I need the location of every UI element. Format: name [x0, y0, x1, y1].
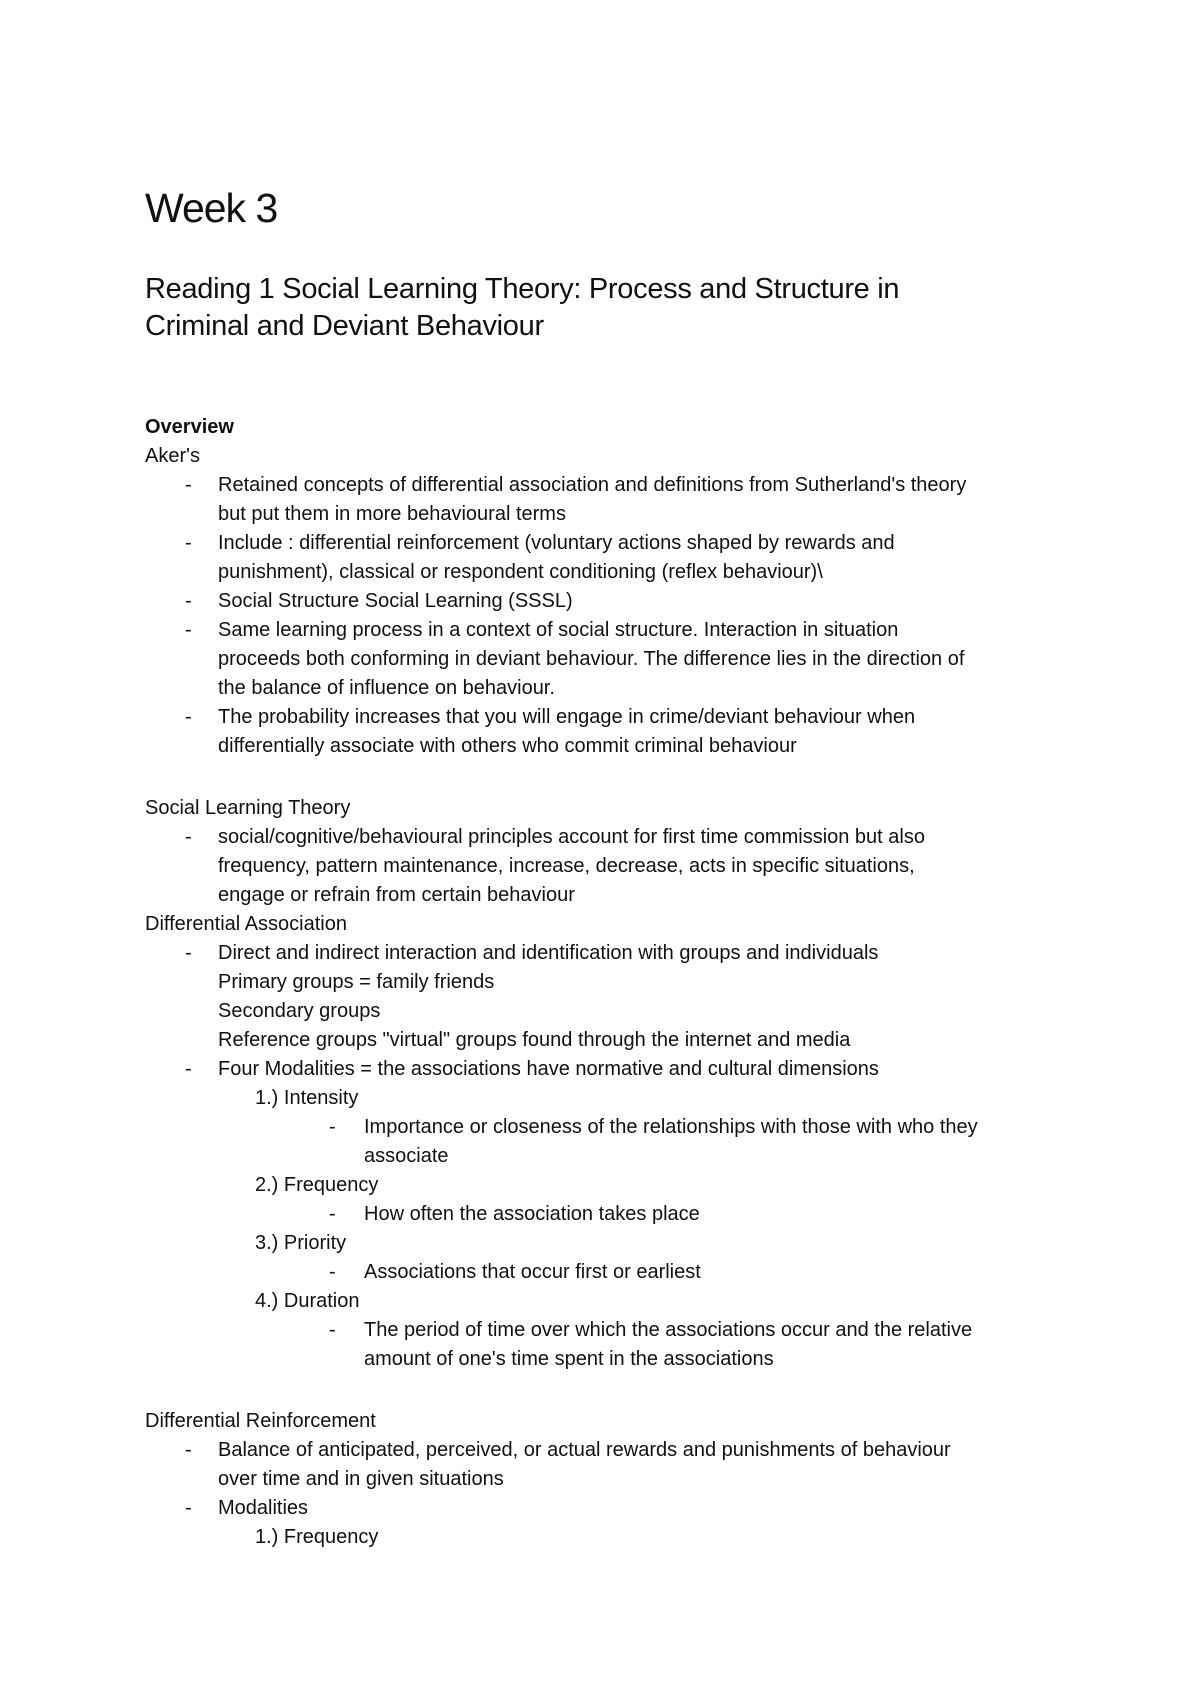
bullet-dash: - [329, 1261, 336, 1283]
bullet-dash: - [185, 1439, 192, 1461]
overview-item: differentially associate with others who commit criminal behaviour [218, 735, 797, 757]
bullet-dash: - [329, 1116, 336, 1138]
slt-heading: Social Learning Theory [145, 797, 351, 819]
modality-label: 3.) Priority [255, 1232, 347, 1254]
slt-item: engage or refrain from certain behaviour [218, 884, 575, 906]
reading-title-line-2: Criminal and Deviant Behaviour [145, 310, 544, 342]
dr-item: Modalities [218, 1497, 309, 1519]
overview-item: Same learning process in a context of social structure. Interaction in situation [218, 619, 899, 641]
overview-item: but put them in more behavioural terms [218, 503, 566, 525]
modality-desc: Associations that occur first or earliest [364, 1261, 701, 1283]
dr-item: Balance of anticipated, perceived, or actual rewards and punishments of behaviour [218, 1439, 951, 1461]
bullet-dash: - [185, 942, 192, 964]
bullet-dash: - [185, 706, 192, 728]
overview-item: proceeds both conforming in deviant behaviour. The difference lies in the direction of [218, 648, 965, 670]
modality-desc: Importance or closeness of the relationships with those with who they [364, 1116, 978, 1138]
overview-item: Social Structure Social Learning (SSSL) [218, 590, 573, 612]
overview-item: The probability increases that you will engage in crime/deviant behaviour when [218, 706, 916, 728]
modality-desc: amount of one's time spent in the associations [364, 1348, 774, 1370]
bullet-dash: - [329, 1319, 336, 1341]
da-item: Four Modalities = the associations have normative and cultural dimensions [218, 1058, 879, 1080]
da-item: Direct and indirect interaction and identification with groups and individuals [218, 942, 879, 964]
da-item: Reference groups "virtual" groups found through the internet and media [218, 1029, 851, 1051]
modality-label: 1.) Intensity [255, 1087, 359, 1109]
modality-label: 2.) Frequency [255, 1174, 379, 1196]
slt-item: frequency, pattern maintenance, increase, decrease, acts in specific situations, [218, 855, 915, 877]
slt-item: social/cognitive/behavioural principles account for first time commission but also [218, 826, 925, 848]
overview-item: the balance of influence on behaviour. [218, 677, 555, 699]
modality-desc: The period of time over which the associations occur and the relative [364, 1319, 973, 1341]
overview-item: Include : differential reinforcement (voluntary actions shaped by rewards and [218, 532, 895, 554]
bullet-dash: - [185, 826, 192, 848]
dr-item: over time and in given situations [218, 1468, 504, 1490]
bullet-dash: - [185, 1058, 192, 1080]
bullet-dash: - [185, 590, 192, 612]
page-title: Week 3 [145, 185, 278, 231]
overview-heading: Overview [145, 416, 234, 438]
modality-desc: How often the association takes place [364, 1203, 700, 1225]
bullet-dash: - [329, 1203, 336, 1225]
modality-desc: associate [364, 1145, 449, 1167]
da-item: Secondary groups [218, 1000, 381, 1022]
bullet-dash: - [185, 474, 192, 496]
da-heading: Differential Association [145, 913, 347, 935]
dr-heading: Differential Reinforcement [145, 1410, 376, 1432]
overview-author: Aker's [145, 445, 200, 467]
bullet-dash: - [185, 532, 192, 554]
modality-label: 4.) Duration [255, 1290, 360, 1312]
bullet-dash: - [185, 619, 192, 641]
overview-item: Retained concepts of differential association and definitions from Sutherland's theory [218, 474, 967, 496]
modality-label: 1.) Frequency [255, 1526, 379, 1548]
bullet-dash: - [185, 1497, 192, 1519]
da-item: Primary groups = family friends [218, 971, 495, 993]
reading-title-line-1: Reading 1 Social Learning Theory: Process and Structure in [145, 273, 900, 305]
overview-item: punishment), classical or respondent conditioning (reflex behaviour)\ [218, 561, 823, 583]
